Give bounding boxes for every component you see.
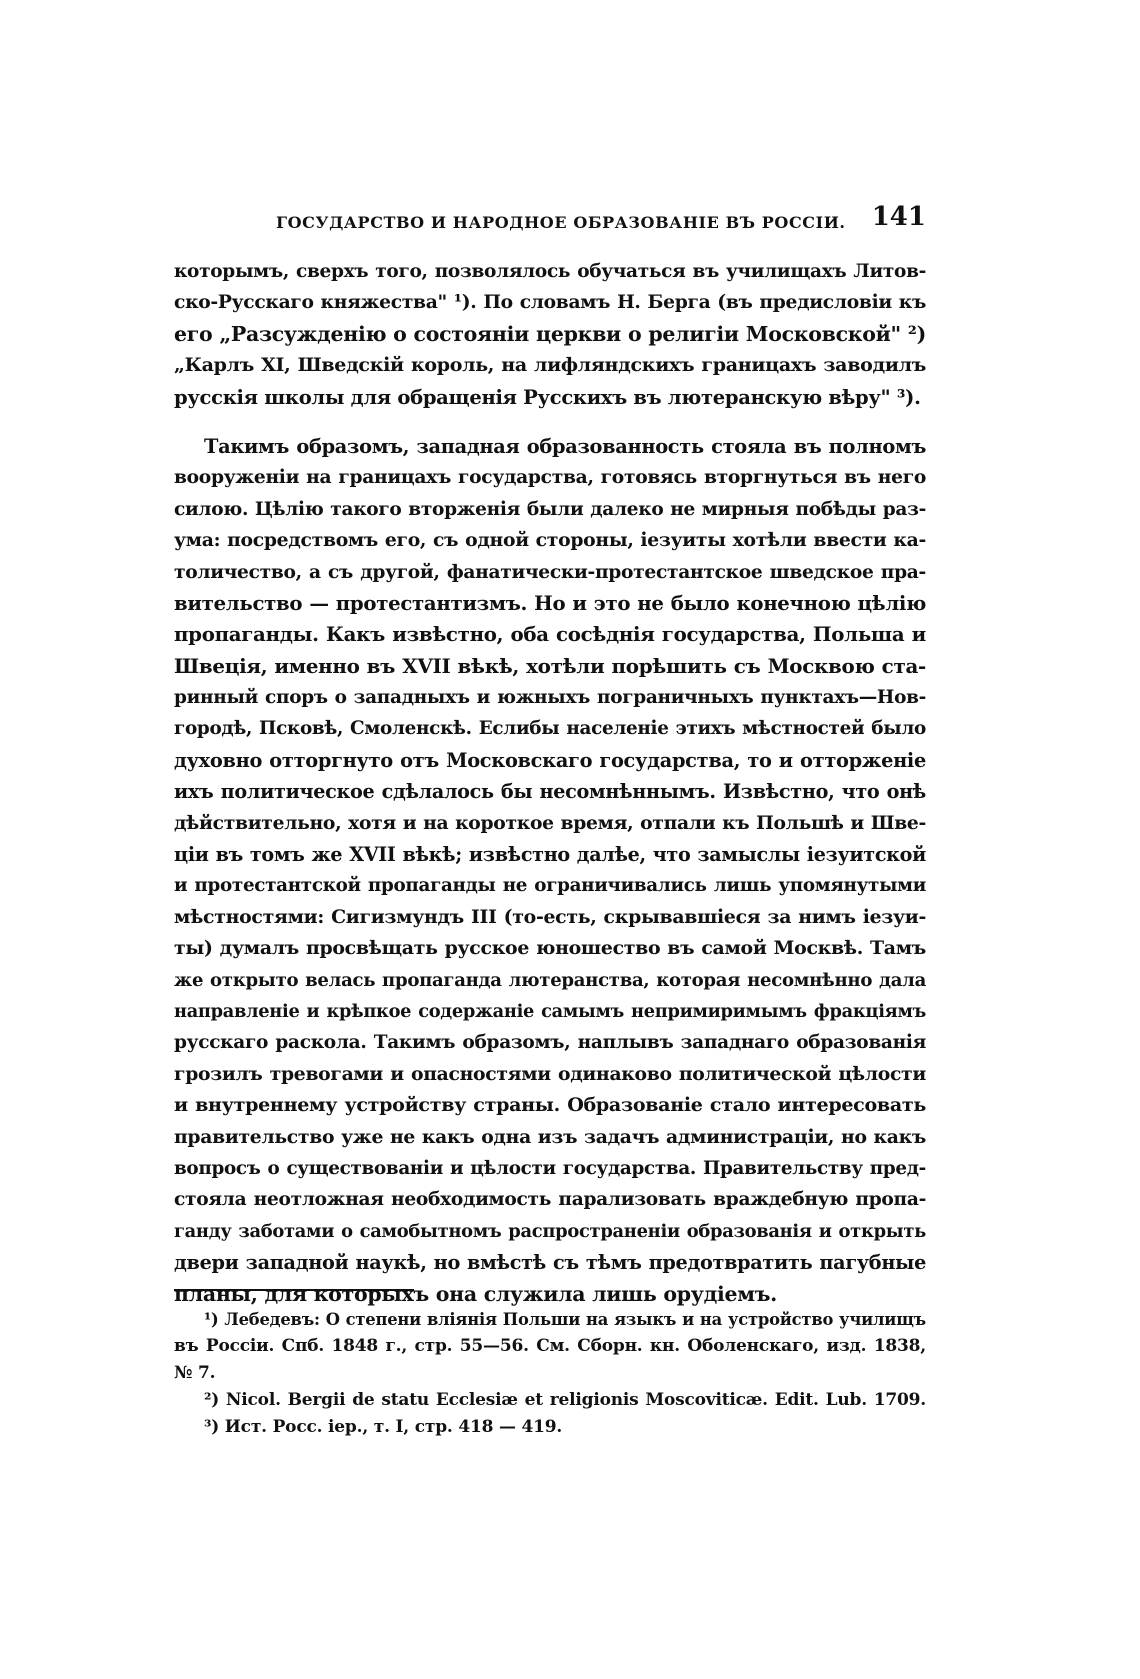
text-line: и протестантской пропаганды не ограничивались лишь упомянутыми bbox=[174, 875, 926, 897]
paragraph-2 bbox=[174, 431, 926, 1310]
text-line: ума: посредствомъ его, съ одной стороны, іезуиты хотѣли ввести ка- bbox=[174, 529, 926, 552]
text-line: вительство — протестантизмъ. Но и это не было конечною цѣлію bbox=[174, 591, 926, 615]
text-line: дѣйствительно, хотя и на короткое время, отпали къ Польшѣ и Шве- bbox=[174, 811, 926, 834]
text-line: Такимъ образомъ, западная образованность стояла въ полномъ bbox=[204, 434, 926, 458]
footnote-1 bbox=[174, 1306, 926, 1387]
paragraph-gap bbox=[174, 413, 926, 431]
footnote-line: въ Россіи. Спб. 1848 г., стр. 55—56. См. Сборн. кн. Оболенскаго, изд. 1838, bbox=[174, 1336, 926, 1356]
text-line: мѣстностями: Сигизмундъ III (то-есть, скрывавшіеся за нимъ іезуи- bbox=[174, 905, 926, 928]
text-line: русскаго раскола. Такимъ образомъ, наплывъ западнаго образованія bbox=[174, 1032, 926, 1054]
footnote-3 bbox=[174, 1414, 926, 1441]
text-line: городѣ, Псковѣ, Смоленскѣ. Еслибы населеніе этихъ мѣстностей было bbox=[174, 718, 926, 740]
text-line: вооруженіи на границахъ государства, готовясь вторгнуться въ него bbox=[174, 466, 926, 489]
text-line: духовно отторгнуто отъ Московскаго государства, то и отторженіе bbox=[174, 748, 926, 772]
text-line: ціи въ томъ же XVII вѣкѣ; извѣстно далѣе, что замыслы іезуитской bbox=[174, 843, 926, 867]
footnote-2 bbox=[174, 1387, 926, 1414]
running-head bbox=[174, 202, 926, 242]
text-line: вопросъ о существованіи и цѣлости государства. Правительству пред- bbox=[174, 1157, 926, 1179]
text-line: же открыто велась пропаганда лютеранства, которая несомнѣнно дала bbox=[174, 969, 926, 991]
text-line: ты) думалъ просвѣщать русское юношество въ самой Москвѣ. Тамъ bbox=[174, 937, 926, 960]
footnote-line: ¹) Лебедевъ: О степени вліянія Польши на языкъ и на устройство училищъ bbox=[204, 1310, 926, 1329]
text-line: „Карлъ XI, Шведскій король, на лифляндскихъ границахъ заводилъ bbox=[174, 354, 926, 377]
text-line: толичество, а съ другой, фанатически-протестантское шведское пра- bbox=[174, 561, 926, 583]
footnotes bbox=[174, 1306, 926, 1441]
text-line: ско-Русскаго княжества" ¹). По словамъ Н. Берга (въ предисловіи къ bbox=[174, 291, 926, 314]
text-line: двери западной наукѣ, но вмѣстѣ съ тѣмъ предотвратить пагубные bbox=[174, 1251, 926, 1275]
footnote-divider bbox=[174, 1289, 414, 1291]
text-line: Швеція, именно въ XVII вѣкѣ, хотѣли порѣшить съ Москвою ста- bbox=[174, 653, 926, 678]
text-line: стояла неотложная необходимость парализовать враждебную пропа- bbox=[174, 1189, 926, 1211]
text-line: силою. Цѣлію такого вторженія были далеко не мирныя побѣды раз- bbox=[174, 498, 926, 520]
text-line: пропаганды. Какъ извѣстно, оба сосѣднія государства, Польша и bbox=[174, 622, 926, 647]
page-number: 141 bbox=[871, 202, 926, 232]
text-line: направленіе и крѣпкое содержаніе самымъ непримиримымъ фракціямъ bbox=[174, 1000, 926, 1022]
text-line: ихъ политическое сдѣлалось бы несомнѣннымъ. Извѣстно, что онѣ bbox=[174, 780, 926, 804]
text-line: русскія школы для обращенія Русскихъ въ лютеранскую вѣру" ³). bbox=[174, 385, 921, 409]
text-line: которымъ, сверхъ того, позволялось обучаться въ училищахъ Литов- bbox=[174, 261, 926, 282]
running-title: ГОСУДАРСТВО И НАРОДНОЕ ОБРАЗОВАНІЕ ВЪ РОССІИ. bbox=[276, 213, 846, 232]
footnote-line: ²) Nicol. Bergii de statu Ecclesiæ et religionis Moscoviticæ. Edit. Lub. 1709. bbox=[204, 1390, 926, 1410]
text-line: и внутреннему устройству страны. Образованіе стало интересовать bbox=[174, 1094, 926, 1117]
text-line: его „Разсужденію о состояніи церкви о религіи Московской" ²) bbox=[174, 321, 926, 346]
text-line: правительство уже не какъ одна изъ задачъ администраціи, но какъ bbox=[174, 1125, 926, 1148]
footnote-line: № 7. bbox=[174, 1363, 216, 1383]
body-text bbox=[174, 256, 926, 1310]
text-line: грозилъ тревогами и опасностями одинаково политической цѣлости bbox=[174, 1062, 926, 1085]
text-line: ринный споръ о западныхъ и южныхъ пограничныхъ пунктахъ—Нов- bbox=[174, 687, 926, 709]
text-line: планы, для которыхъ она служила лишь орудіемъ. bbox=[174, 1281, 777, 1306]
paragraph-1 bbox=[174, 256, 926, 413]
footnote-line: ³) Ист. Росс. іер., т. I, стр. 418 — 419. bbox=[204, 1417, 563, 1437]
text-line: ганду заботами о самобытномъ распространеніи образованія и открыть bbox=[174, 1220, 926, 1242]
